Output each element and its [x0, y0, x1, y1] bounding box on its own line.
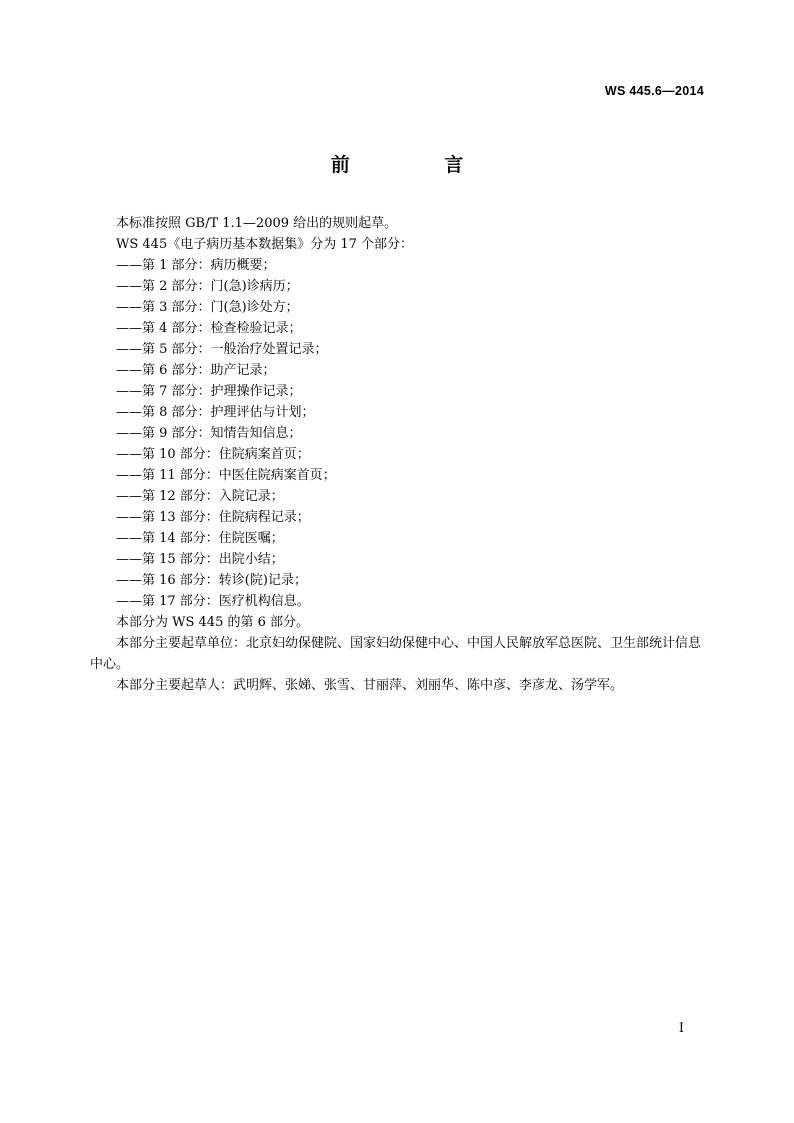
list-item: ——第 7 部分：护理操作记录； — [116, 384, 302, 399]
intro-paragraph: 本标准按照 GB/T 1.1—2009 给出的规则起草。 — [116, 216, 398, 231]
list-item: ——第 16 部分：转诊(院)记录； — [116, 573, 307, 588]
list-item: ——第 10 部分：住院病案首页； — [116, 447, 310, 462]
list-item: ——第 13 部分：住院病程记录； — [116, 510, 310, 525]
list-item: ——第 9 部分：知情告知信息； — [116, 426, 302, 441]
drafters: 本部分主要起草人：武明辉、张娣、张雪、甘丽萍、刘丽华、陈中彦、李彦龙、汤学军。 — [116, 678, 624, 693]
list-item: ——第 11 部分：中医住院病案首页； — [116, 468, 336, 483]
parts-list — [90, 255, 706, 612]
list-item: ——第 17 部分：医疗机构信息。 — [116, 594, 310, 609]
list-item: ——第 2 部分：门(急)诊病历； — [116, 279, 299, 294]
intro-paragraph: WS 445《电子病历基本数据集》分为 17 个部分： — [116, 237, 414, 252]
list-item: ——第 6 部分：助产记录； — [116, 363, 276, 378]
list-item: ——第 3 部分：门(急)诊处方； — [116, 300, 299, 315]
foreword-body — [90, 213, 706, 696]
document-code: WS 445.6—2014 — [604, 84, 704, 98]
drafting-units: 本部分主要起草单位：北京妇幼保健院、国家妇幼保健中心、中国人民解放军总医院、卫生部统计信息中心。 — [90, 636, 702, 672]
list-item: ——第 5 部分：一般治疗处置记录； — [116, 342, 328, 357]
page-number: I — [678, 1021, 684, 1036]
list-item: ——第 15 部分：出院小结； — [116, 552, 284, 567]
list-item: ——第 12 部分：入院记录； — [116, 489, 284, 504]
page-title: 前 言 — [330, 154, 508, 176]
part-statement: 本部分为 WS 445 的第 6 部分。 — [116, 615, 310, 630]
list-item: ——第 4 部分：检查检验记录； — [116, 321, 302, 336]
list-item: ——第 14 部分：住院医嘱； — [116, 531, 284, 546]
list-item: ——第 1 部分：病历概要； — [116, 258, 276, 273]
list-item: ——第 8 部分：护理评估与计划； — [116, 405, 315, 420]
